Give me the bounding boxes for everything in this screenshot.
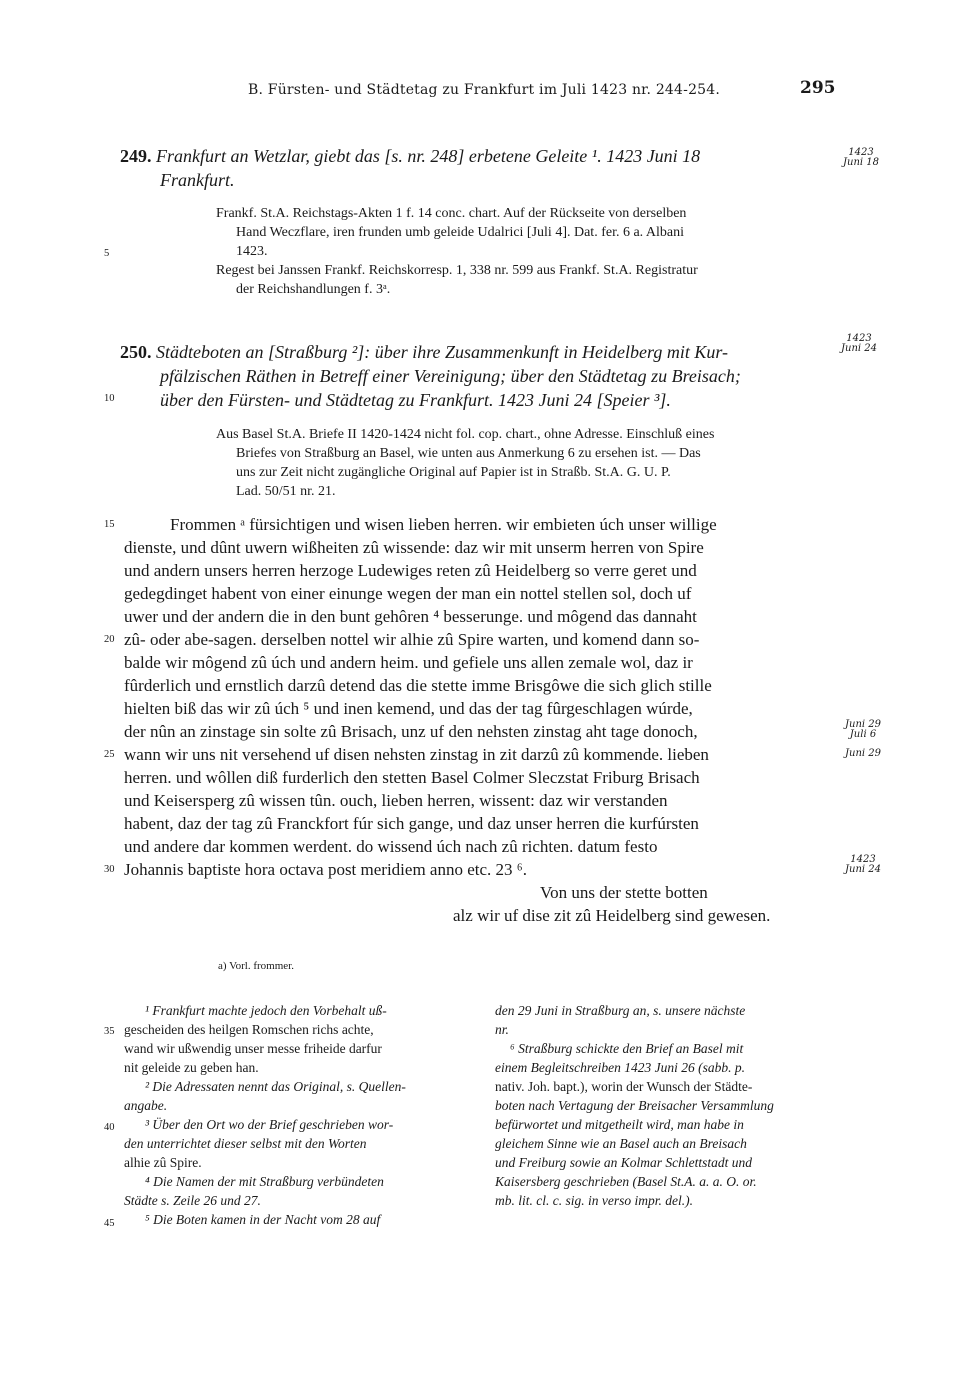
footnote-line: nit geleide zu geben han. — [124, 1060, 259, 1075]
entry-249-title-text: Frankfurt an Wetzlar, giebt das [s. nr. 248] erbetene Geleite ¹. 1423 Juni 18 — [156, 146, 701, 166]
entry-249-title-line2: Frankfurt. — [160, 170, 235, 190]
entry-249-source-line: 1423. — [236, 244, 268, 259]
letter-line: und andere dar kommen werdent. do wissend úch nach zû richten. datum festo — [124, 837, 658, 856]
entry-250-source-line: Briefes von Straßburg an Basel, wie unten aus Anmerkung 6 zu ersehen ist. — Das — [236, 446, 701, 461]
line-number: 15 — [104, 519, 115, 530]
footnote-line: gescheiden des heilgen Romschen richs achte, — [124, 1022, 374, 1037]
footnote-line: ⁵ Die Boten kamen in der Nacht vom 28 auf — [145, 1212, 381, 1227]
entry-250-title-line3: über den Fürsten- und Städtetag zu Frankfurt. 1423 Juni 24 [Speier ³]. — [160, 390, 671, 410]
running-title: B. Fürsten- und Städtetag zu Frankfurt im Juli 1423 nr. 244-254. — [248, 82, 721, 98]
footnote-line: alhie zû Spire. — [124, 1155, 202, 1170]
letter-line: gedegdinget habent von einer einunge wegen der man ein nottel stellen sol, doch uf — [124, 584, 692, 603]
footnote-line: einem Begleitschreiben 1423 Juni 26 (sabb. p. — [495, 1060, 745, 1075]
letter-line: fûrderlich und ernstlich darzû detend das die stette imme Brisgôwe die sich glich stille — [124, 676, 712, 695]
entry-250-title-line1 — [120, 342, 728, 363]
entry-249-source-line: Hand Weczflare, iren frunden umb geleide Udalrici [Juli 4]. Dat. fer. 6 a. Albani — [236, 225, 685, 240]
footnote-line: gleichem Sinne wie an Basel auch an Breisach — [495, 1136, 747, 1151]
entry-250-title-text: Städteboten an [Straßburg ²]: über ihre Zusammenkunft in Heidelberg mit Kur- — [156, 342, 728, 362]
footnote-line: ⁴ Die Namen der mit Straßburg verbündeten — [145, 1174, 384, 1189]
entry-249-source-line: der Reichshandlungen f. 3ᵃ. — [236, 282, 391, 297]
line-number: 5 — [104, 248, 110, 259]
footnote-line: ¹ Frankfurt machte jedoch den Vorbehalt uß- — [145, 1003, 387, 1018]
footnote-line: ² Die Adressaten nennt das Original, s. Quellen- — [145, 1079, 406, 1094]
page-number: 295 — [800, 78, 836, 98]
letter-line: Johannis baptiste hora octava post meridiem anno etc. 23 ⁶. — [124, 860, 527, 879]
entry-250-margin-year: 1423 — [846, 333, 872, 344]
line-number: 45 — [104, 1218, 115, 1229]
margin-date-juni29: Juni 29 — [845, 748, 881, 759]
letter-line: und Keisersperg zû wissen tûn. ouch, lieben herren, wissent: daz wir verstanden — [124, 791, 668, 810]
letter-line: zû- oder abe-sagen. derselben nottel wir alhie zû Spire warten, und komend dann so- — [124, 630, 700, 649]
footnote-line: ³ Über den Ort wo der Brief geschrieben wor- — [145, 1117, 394, 1132]
footnote-line: nr. — [495, 1022, 509, 1037]
line-number: 35 — [104, 1026, 115, 1037]
entry-249-margin-year: 1423 — [848, 147, 874, 158]
letter-line: und andern unsers herren herzoge Ludewiges reten zû Heidelberg so verre geret und — [124, 561, 697, 580]
variant-note: a) Vorl. frommer. — [218, 960, 294, 972]
margin-date-juni29-juli6 — [840, 720, 886, 740]
entry-250-source-line: Aus Basel St.A. Briefe II 1420-1424 nicht fol. cop. chart., ohne Adresse. Einschluß eines — [216, 427, 715, 442]
letter-line: uwer und der andern die in den bunt gehôren ⁴ besserunge. und môgend das dannaht — [124, 607, 697, 626]
entry-250-margin-date — [836, 334, 882, 354]
letter-line: der nûn an zinstage sin solte zû Brisach, unz uf den nehsten zinstag aht tage donoch, — [124, 722, 698, 741]
signature-line: alz wir uf dise zit zû Heidelberg sind gewesen. — [453, 906, 771, 925]
line-number: 25 — [104, 749, 115, 760]
footnote-line: befürwortet und mitgetheilt wird, man habe in — [495, 1117, 744, 1132]
entry-249-title-line1 — [120, 146, 700, 167]
entry-250-title-line2: pfälzischen Räthen in Betreff einer Vereinigung; über den Städtetag zu Breisach; — [160, 366, 741, 386]
footnote-line: boten nach Vertagung der Breisacher Versammlung — [495, 1098, 774, 1113]
letter-line: balde wir môgend zû úch und andern heim. und gefiele uns allen zemale wol, daz ir — [124, 653, 693, 672]
margin-date-text: Juni 24 — [845, 864, 881, 875]
footnote-line: angabe. — [124, 1098, 168, 1113]
entry-249-number: 249. — [120, 146, 152, 166]
letter-line: Frommen ᵃ fürsichtigen und wisen lieben herren. wir embieten úch unser willige — [170, 515, 717, 534]
margin-date-text: Juni 29 — [845, 719, 881, 730]
footnote-line: den unterrichtet dieser selbst mit den Worten — [124, 1136, 367, 1151]
footnote-line: den 29 Juni in Straßburg an, s. unsere nächste — [495, 1003, 746, 1018]
signature-line: Von uns der stette botten — [540, 883, 708, 902]
footnote-line: und Freiburg sowie an Kolmar Schlettstadt und — [495, 1155, 752, 1170]
margin-date-juni24 — [840, 855, 886, 875]
footnote-line: wand wir ußwendig unser messe friheide darfur — [124, 1041, 382, 1056]
entry-249-margin-date — [838, 148, 884, 168]
entry-250-source-line: Lad. 50/51 nr. 21. — [236, 484, 336, 499]
letter-line: hielten biß das wir zû úch ⁵ und inen kemend, und das der tag fûrgeschlagen wúrde, — [124, 699, 693, 718]
margin-date-text: 1423 — [850, 854, 876, 865]
line-number: 20 — [104, 634, 115, 645]
margin-date-text: Juli 6 — [849, 729, 877, 740]
letter-line: dienste, und dûnt uwern wißheiten zû wissende: daz wir mit unserm herren von Spire — [124, 538, 704, 557]
entry-250-source-line: uns zur Zeit nicht zugängliche Original auf Papier ist in Straßb. St.A. G. U. P. — [236, 465, 671, 480]
line-number: 30 — [104, 864, 115, 875]
line-number: 40 — [104, 1122, 115, 1133]
footnote-line: ⁶ Straßburg schickte den Brief an Basel mit — [510, 1041, 744, 1056]
entry-249-source-line: Frankf. St.A. Reichstags-Akten 1 f. 14 conc. chart. Auf der Rückseite von derselben — [216, 206, 687, 221]
entry-249-margin-day: Juni 18 — [843, 157, 879, 168]
letter-line: habent, daz der tag zû Franckfort fúr sich gange, und daz unser herren die kurfúrsten — [124, 814, 699, 833]
entry-250-margin-day: Juni 24 — [841, 343, 877, 354]
footnote-line: nativ. Joh. bapt.), worin der Wunsch der Städte- — [495, 1079, 753, 1094]
line-number: 10 — [104, 393, 115, 404]
footnote-line: Städte s. Zeile 26 und 27. — [124, 1193, 261, 1208]
entry-250-number: 250. — [120, 342, 152, 362]
footnote-line: mb. lit. cl. c. sig. in verso impr. del.). — [495, 1193, 693, 1208]
footnote-line: Kaisersberg geschrieben (Basel St.A. a. a. O. or. — [495, 1174, 757, 1189]
letter-line: herren. und wôllen diß furderlich den stetten Basel Colmer Sleczstat Friburg Brisach — [124, 768, 700, 787]
entry-249-source-line: Regest bei Janssen Frankf. Reichskorresp. 1, 338 nr. 599 aus Frankf. St.A. Registratur — [216, 263, 698, 278]
letter-line: wann wir uns nit versehend uf disen nehsten zinstag in zit darzû zû kommende. lieben — [124, 745, 709, 764]
